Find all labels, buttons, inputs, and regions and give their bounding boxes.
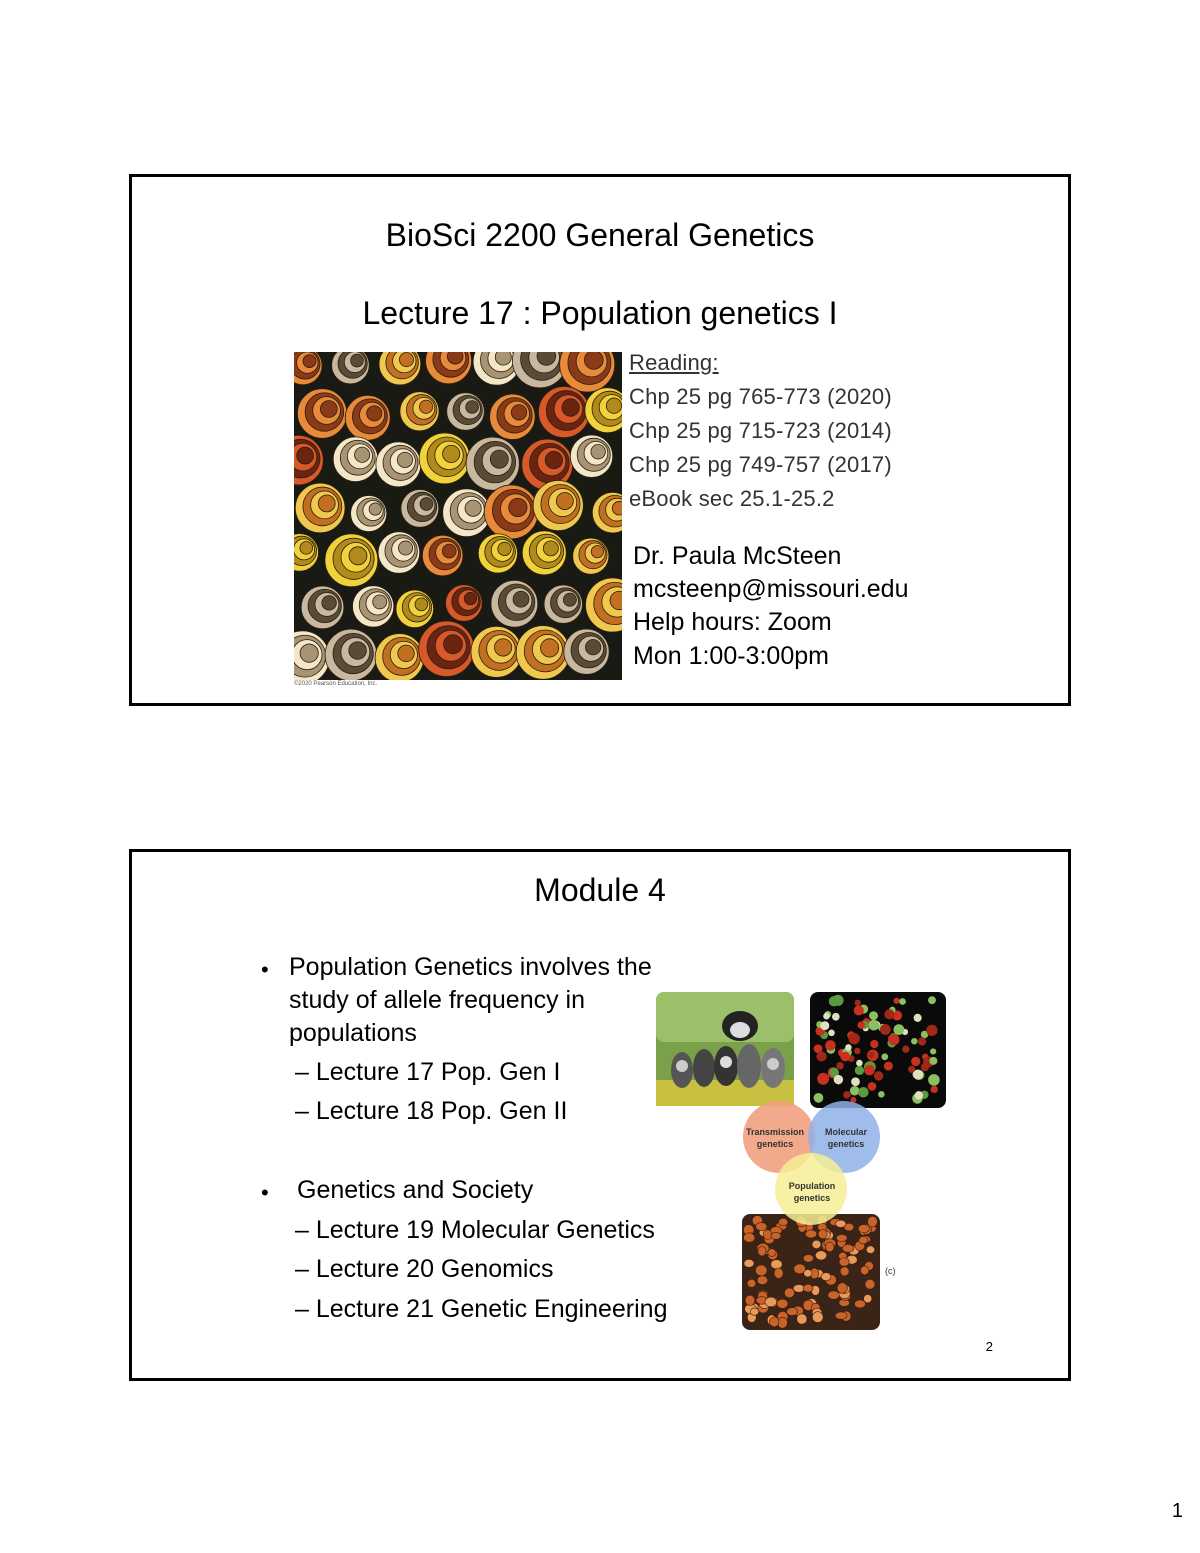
snail-shell (466, 437, 519, 490)
snail-shell (446, 585, 483, 622)
snail-shell (325, 534, 378, 587)
venn-label: Transmission (745, 1127, 805, 1137)
reading-item: Chp 25 pg 715-723 (2014) (629, 418, 892, 443)
snail-shell (345, 395, 390, 440)
ladybug (784, 1288, 794, 1298)
ladybug (804, 1270, 812, 1277)
ladybug (818, 1229, 827, 1238)
snail-shell (422, 535, 463, 576)
ladybug (837, 1283, 847, 1294)
snail-shell (333, 437, 378, 482)
molecule-atom (870, 1040, 878, 1048)
molecule-atom (884, 1009, 894, 1019)
ladybug (744, 1233, 755, 1242)
molecule-atom (915, 1091, 923, 1099)
snail-shell (351, 495, 387, 531)
slide-subtitle: Lecture 17 : Population genetics I (362, 295, 838, 331)
snail-shell (478, 534, 517, 573)
molecule-atom (817, 1073, 829, 1085)
snail-shell (419, 621, 474, 676)
reading-item: Chp 25 pg 749-757 (2017) (629, 452, 892, 477)
ladybug (821, 1273, 831, 1281)
molecule-atom (914, 1014, 922, 1022)
molecule-atom (928, 1074, 940, 1086)
molecule-atom (854, 1005, 864, 1015)
molecule-atom (864, 1065, 875, 1076)
ladybug (745, 1295, 755, 1305)
ladybug (750, 1308, 759, 1315)
molecule-atom (814, 1093, 824, 1103)
ladybug (858, 1225, 869, 1233)
molecule-atom (868, 1052, 874, 1058)
ladybug (859, 1236, 868, 1244)
molecule-atom (816, 1051, 826, 1061)
slide-title: Module 4 (534, 872, 666, 908)
slide-2 (129, 849, 1071, 1381)
ladybug (778, 1218, 787, 1226)
molecule-atom (930, 1048, 936, 1054)
ladybug (803, 1284, 813, 1292)
venn-label: genetics (827, 1139, 865, 1149)
ladybug (765, 1297, 777, 1307)
molecule-atom (848, 1033, 859, 1044)
ladybug (744, 1259, 754, 1267)
panel-label: (c) (885, 1266, 896, 1276)
ladybug (747, 1279, 756, 1287)
cats-photo (656, 992, 794, 1106)
molecule-atom (834, 1075, 843, 1084)
ladybug (805, 1230, 817, 1238)
snail-shell (490, 394, 535, 439)
snail-shell (516, 626, 570, 680)
molecule-atom (868, 1020, 879, 1031)
snail-shell (443, 489, 491, 537)
molecule-atom (825, 1040, 836, 1051)
ladybug (835, 1312, 847, 1319)
sub-bullet: – Lecture 20 Genomics (295, 1255, 554, 1283)
snail-shell (570, 435, 612, 477)
ladybug (842, 1244, 854, 1252)
molecule-atom (893, 1024, 904, 1035)
snail-shell (378, 532, 420, 574)
ladybug (866, 1246, 874, 1254)
snail-shell (376, 442, 421, 487)
slide-1 (129, 174, 1071, 706)
molecule-atom (874, 1071, 883, 1080)
ladybug (777, 1299, 788, 1308)
bullet-marker: • (261, 957, 269, 982)
snail-shell (396, 590, 434, 628)
ladybug (774, 1268, 783, 1279)
image-credit: ©2020 Pearson Education, Inc. (294, 681, 378, 687)
sub-bullet: – Lecture 17 Pop. Gen I (295, 1058, 561, 1086)
molecule-atom (926, 1025, 937, 1036)
molecule-atom (855, 1066, 864, 1075)
sub-bullet: – Lecture 21 Genetic Engineering (295, 1295, 668, 1323)
molecule-atom (823, 1013, 830, 1020)
ladybug (812, 1312, 823, 1323)
molecule-atom (878, 1091, 885, 1098)
snail-shell (447, 393, 485, 431)
ladybug (860, 1266, 868, 1275)
ladybug (755, 1265, 767, 1276)
molecule-atom (858, 1021, 865, 1028)
ladybug (756, 1223, 767, 1231)
molecule-atom (828, 1030, 835, 1037)
venn-label: Molecular (824, 1127, 868, 1137)
snail-shell (325, 629, 377, 680)
molecule-atom (820, 1021, 829, 1030)
molecule-atom (929, 1057, 937, 1065)
snail-shell (297, 389, 346, 438)
ladybug (771, 1260, 783, 1269)
ladybug (758, 1246, 766, 1255)
ladybug (840, 1267, 849, 1276)
bullet-marker: • (261, 1180, 269, 1205)
bullet-line: Genetics and Society (297, 1176, 534, 1204)
molecule-atom (881, 1053, 888, 1060)
snail-shell (538, 386, 589, 437)
snail-shells-illustration (294, 352, 622, 680)
molecule-atom (889, 1034, 900, 1045)
genetics-venn-figure (652, 988, 952, 1333)
molecule-atom (845, 1044, 852, 1051)
help-hours: Help hours: Zoom (633, 608, 832, 636)
ladybug (757, 1276, 768, 1285)
venn-label: Population (788, 1181, 836, 1191)
molecule-atom (893, 998, 899, 1004)
molecule-atom (843, 1091, 850, 1098)
ladybug (865, 1279, 875, 1289)
page-number: 1 (1171, 1500, 1183, 1522)
molecule-atom (902, 1046, 909, 1053)
reading-item: eBook sec 25.1-25.2 (629, 486, 835, 511)
ladybug (812, 1240, 821, 1248)
molecule-atom (899, 998, 906, 1005)
snail-shell (533, 480, 583, 530)
molecule-atom (832, 1013, 840, 1021)
snail-shell (295, 483, 345, 533)
molecule-atom (836, 1062, 843, 1069)
ladybug (826, 1242, 834, 1252)
ladybug (835, 1220, 846, 1227)
ladybug (803, 1255, 813, 1263)
ladybug (769, 1317, 778, 1327)
bullet-line: Population Genetics involves the (289, 953, 652, 981)
molecule-atom (854, 1048, 860, 1054)
molecule-atom (911, 1038, 918, 1045)
ladybug (828, 1291, 840, 1299)
instructor-name: Dr. Paula McSteen (633, 542, 842, 570)
snail-shell (401, 490, 439, 528)
snail-shell (522, 531, 566, 575)
ladybug (839, 1258, 849, 1266)
snail-shell (484, 485, 538, 539)
venn-label: genetics (793, 1193, 831, 1203)
molecule-atom (880, 1024, 891, 1035)
molecule-atom (858, 1087, 869, 1098)
bullet-line: study of allele frequency in (289, 986, 586, 1014)
molecule-atom (928, 996, 936, 1004)
molecular-model-photo (810, 992, 946, 1108)
molecule-atom (869, 1011, 878, 1020)
molecule-atom (918, 1037, 926, 1045)
snail-shell (573, 538, 609, 574)
ladybug (768, 1249, 776, 1257)
snail-shell (544, 585, 582, 623)
snail-shell (419, 433, 470, 484)
ladybugs-photo (742, 1214, 880, 1330)
ladybug (771, 1232, 781, 1239)
molecule-atom (911, 1057, 920, 1066)
ladybug (815, 1251, 826, 1260)
help-hours-time: Mon 1:00-3:00pm (633, 642, 829, 670)
molecule-atom (851, 1077, 860, 1086)
ladybug (836, 1234, 847, 1241)
sub-bullet: – Lecture 18 Pop. Gen II (295, 1097, 568, 1125)
ladybug (797, 1314, 807, 1324)
molecule-atom (856, 1060, 863, 1067)
slide-number: 2 (985, 1339, 993, 1354)
bullet-line: populations (289, 1019, 417, 1047)
molecule-atom (850, 1086, 860, 1096)
reading-item: Chp 25 pg 765-773 (2020) (629, 384, 892, 409)
molecule-atom (921, 1063, 929, 1071)
snail-shell (301, 586, 344, 629)
sub-bullet: – Lecture 19 Molecular Genetics (295, 1216, 655, 1244)
ladybug (787, 1308, 798, 1316)
snail-shells-photo (294, 352, 622, 680)
slide-title: BioSci 2200 General Genetics (385, 217, 815, 253)
ladybug (854, 1300, 865, 1308)
molecule-atom (829, 996, 839, 1006)
snail-shell (352, 586, 393, 627)
snail-shell (375, 634, 424, 680)
snail-shell (400, 392, 439, 431)
molecule-atom (868, 1082, 877, 1091)
molecule-atom (913, 1070, 923, 1080)
instructor-email: mcsteenp@missouri.edu (633, 575, 909, 603)
snail-shell (491, 580, 538, 627)
ladybug (868, 1216, 878, 1227)
molecule-atom (854, 1000, 860, 1006)
venn-label: genetics (756, 1139, 794, 1149)
snail-shell (564, 629, 609, 674)
snail-shell (471, 626, 522, 677)
molecule-atom (930, 1086, 937, 1093)
molecule-atom (840, 1052, 850, 1062)
molecule-atom (884, 1062, 893, 1071)
reading-heading: Reading: (629, 350, 719, 375)
